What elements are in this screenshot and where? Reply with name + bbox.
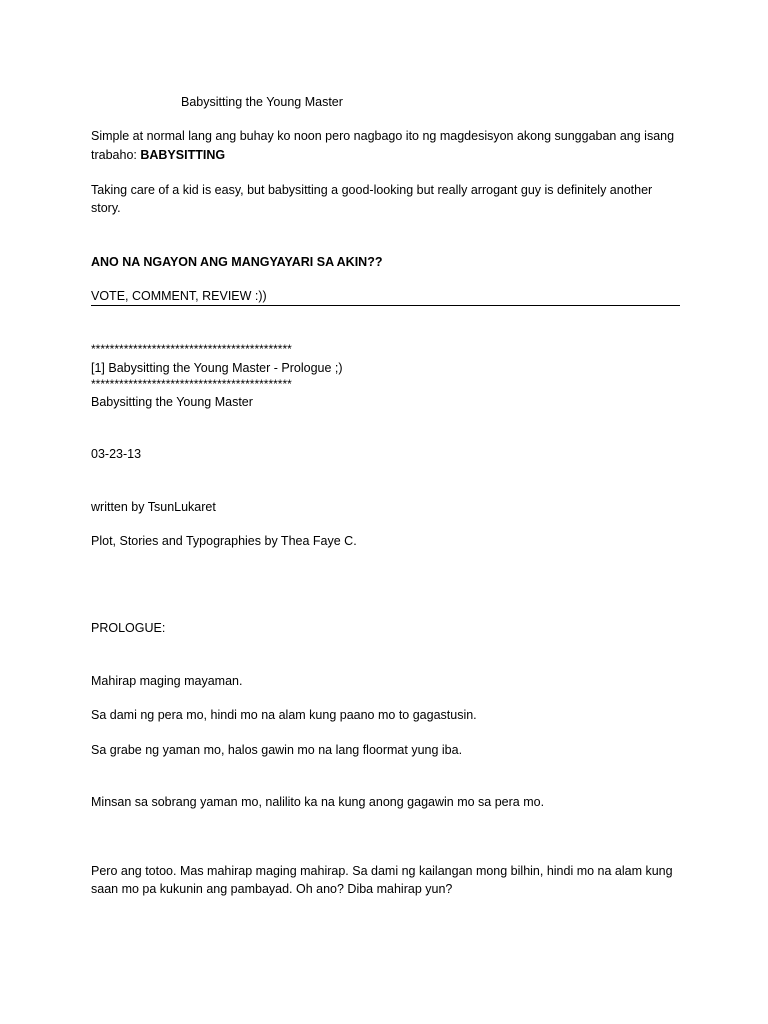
synopsis-line-1: Simple at normal lang ang buhay ko noon pero nagbago ito ng magdesisyon akong sunggaban ang isang <box>91 129 675 143</box>
paragraph-5-line-1: Pero ang totoo. Mas mahirap maging mahirap. Sa dami ng kailangan mong bilhin, hindi mo na alam kung <box>91 864 673 878</box>
paragraph-5-line-2: saan mo pa kukunin ang pambayad. Oh ano? Diba mahirap yun? <box>91 882 453 896</box>
credits-line: Plot, Stories and Typographies by Thea Faye C. <box>91 534 357 548</box>
paragraph-1: Mahirap maging mayaman. <box>91 674 243 688</box>
paragraph-3: Sa grabe ng yaman mo, halos gawin mo na lang floormat yung iba. <box>91 743 463 757</box>
section-label: PROLOGUE: <box>91 621 166 635</box>
stars-divider-bottom: ******************************************* <box>91 377 292 391</box>
paragraph-2: Sa dami ng pera mo, hindi mo na alam kung paano mo to gagastusin. <box>91 708 477 722</box>
call-to-action: VOTE, COMMENT, REVIEW :)) <box>91 289 267 303</box>
horizontal-rule <box>91 305 680 306</box>
synopsis-line-4: story. <box>91 201 121 215</box>
synopsis-line-3: Taking care of a kid is easy, but babysitting a good-looking but really arrogant guy is definitely another <box>91 183 653 197</box>
chapter-title: Babysitting the Young Master <box>91 395 253 409</box>
date: 03-23-13 <box>91 447 142 461</box>
synopsis-line-2 <box>91 146 225 164</box>
chapter-heading: [1] Babysitting the Young Master - Prologue ;) <box>91 361 343 375</box>
header-title: Babysitting the Young Master <box>181 95 343 109</box>
author-line: written by TsunLukaret <box>91 500 216 514</box>
synopsis-line-2-text: trabaho: <box>91 148 141 162</box>
synopsis-emphasis: BABYSITTING <box>140 148 226 162</box>
paragraph-4: Minsan sa sobrang yaman mo, nalilito ka na kung anong gagawin mo sa pera mo. <box>91 795 545 809</box>
question-heading: ANO NA NGAYON ANG MANGYAYARI SA AKIN?? <box>91 255 383 269</box>
stars-divider-top: ******************************************* <box>91 342 292 356</box>
